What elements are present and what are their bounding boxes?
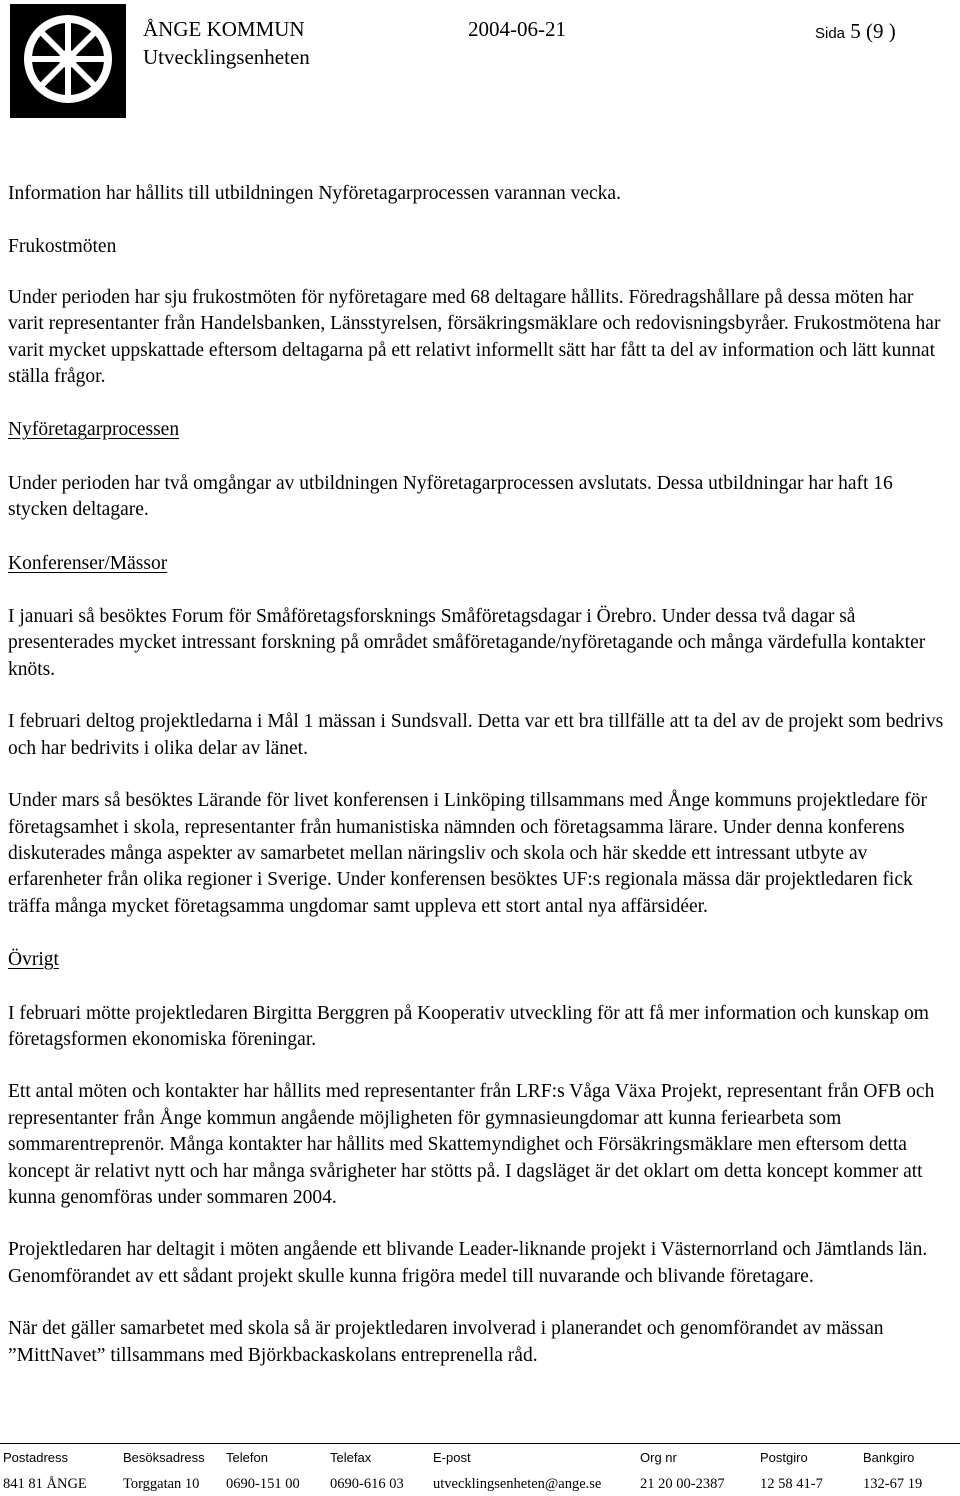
- footer-value-bankgiro: 132-67 19: [863, 1476, 923, 1492]
- ovrigt-paragraph-1: I februari mötte projektledaren Birgitta Berggren på Kooperativ utveckling för att få mer information och kunskap om företagsformen ekonomiska föreningar.: [8, 1002, 929, 1050]
- header-organization: ÅNGE KOMMUN: [143, 17, 305, 41]
- footer-value-postgiro: 12 58 41-7: [760, 1476, 823, 1492]
- footer-value-telefon: 0690-151 00: [226, 1476, 300, 1492]
- footer-label-besoksadress: Besöksadress: [123, 1450, 205, 1465]
- footer-label-telefax: Telefax: [330, 1450, 372, 1465]
- ovrigt-paragraph-3: Projektledaren har deltagit i möten angående ett blivande Leader-liknande projekt i Västernorrland och Jämtlands län. Genomförandet av ett sådant projekt skulle kunna frigöra medel till nuvarande och blivande företagare.: [8, 1239, 928, 1287]
- section-heading-frukostmoten: Frukostmöten: [8, 236, 117, 258]
- footer-label-orgnr: Org nr: [640, 1450, 677, 1465]
- footer-value-epost: utvecklingsenheten@ange.se: [433, 1476, 602, 1492]
- footer-value-postadress: 841 81 ÅNGE: [3, 1476, 87, 1492]
- municipal-coat-of-arms-logo: [10, 4, 126, 118]
- frukost-paragraph: Under perioden har sju frukostmöten för nyföretagare med 68 deltagare hållits. Föredragshållare på dessa möten har varit representanter från Handelsbanken, Länsstyrelsen, försäkringsmäklare och redovisningsbyråer. Frukostmötena har varit mycket uppskattade eftersom deltagarna på ett relativt informellt sätt har fått ta del av information och lätt kunnat ställa frågor.: [8, 286, 941, 388]
- konf-paragraph-1: I januari så besöktes Forum för Småföretagsforsknings Småföretagsdagar i Örebro. Under dessa två dagar så presenterades mycket intressant forskning på området småföretagande/nyföretagande och många värdefulla kontakter knöts.: [8, 606, 926, 680]
- konf-paragraph-3: Under mars så besöktes Lärande för livet konferensen i Linköping tillsammans med Ånge kommuns projektledare för företagsamhet i skola, representanter från humanistiska nämnden och företagsamma lärare. Under denna konferens diskuterades många aspekter av samarbetet mellan näringsliv och skola och här skedde ett intressant utbyte av erfarenheter från olika regioner i Sverige. Under konferensen besöktes UF:s regionala mässa där projektledaren fick träffa många mycket företagsamma ungdomar samt uppleva ett stort antal nya affärsidéer.: [8, 790, 927, 917]
- page-value: 5 (9 ): [850, 19, 896, 43]
- document-body: [8, 181, 953, 1369]
- konf-paragraph-2: I februari deltog projektledarna i Mål 1 mässan i Sundsvall. Detta var ett bra tillfälle att ta del av de projekt som bedrivs och har bedrivits i olika delar av länet.: [8, 711, 944, 759]
- ovrigt-paragraph-4: När det gäller samarbetet med skola så är projektledaren involverad i planerandet och genomförandet av mässan ”MittNavet” tillsammans med Björkbackaskolans entreprenella råd.: [8, 1318, 884, 1366]
- page-label: Sida: [815, 25, 846, 42]
- footer-label-postgiro: Postgiro: [760, 1450, 808, 1465]
- footer-label-bankgiro: Bankgiro: [863, 1450, 915, 1465]
- header-date: 2004-06-21: [468, 17, 566, 41]
- footer-value-telefax: 0690-616 03: [330, 1476, 404, 1492]
- footer-divider: [0, 1443, 960, 1444]
- header-department: Utvecklingsenheten: [143, 45, 310, 69]
- intro-paragraph: Information har hållits till utbildningen Nyföretagarprocessen varannan vecka.: [8, 183, 621, 204]
- footer-value-besoksadress: Torggatan 10: [123, 1476, 200, 1492]
- ovrigt-paragraph-2: Ett antal möten och kontakter har hållits med representanter från LRF:s Våga Växa Projekt, representant från OFB och representanter från Ånge kommun angående möjligheten för gymnasieungdomar att kunna feriearbeta som sommarentreprenör. Många kontakter har hållits med Skattemyndighet och Försäkringsmäklare men eftersom detta koncept är relativt nytt och har många svårigheter har stötts på. I dagsläget är det oklart om detta koncept kommer att kunna genomföras under sommaren 2004.: [8, 1081, 935, 1208]
- section-heading-ovrigt: Övrigt: [8, 949, 59, 971]
- section-heading-nyforetagarprocessen: Nyföretagarprocessen: [8, 419, 180, 441]
- header-page-number: [815, 19, 896, 44]
- footer-label-epost: E-post: [433, 1450, 471, 1465]
- nyf-paragraph: Under perioden har två omgångar av utbildningen Nyföretagarprocessen avslutats. Dessa utbildningar har haft 16 stycken deltagare.: [8, 472, 893, 521]
- footer-value-orgnr: 21 20 00-2387: [640, 1476, 725, 1492]
- footer-label-telefon: Telefon: [226, 1450, 268, 1465]
- footer-label-postadress: Postadress: [3, 1450, 69, 1465]
- section-heading-konferenser: Konferenser/Mässor: [8, 552, 168, 574]
